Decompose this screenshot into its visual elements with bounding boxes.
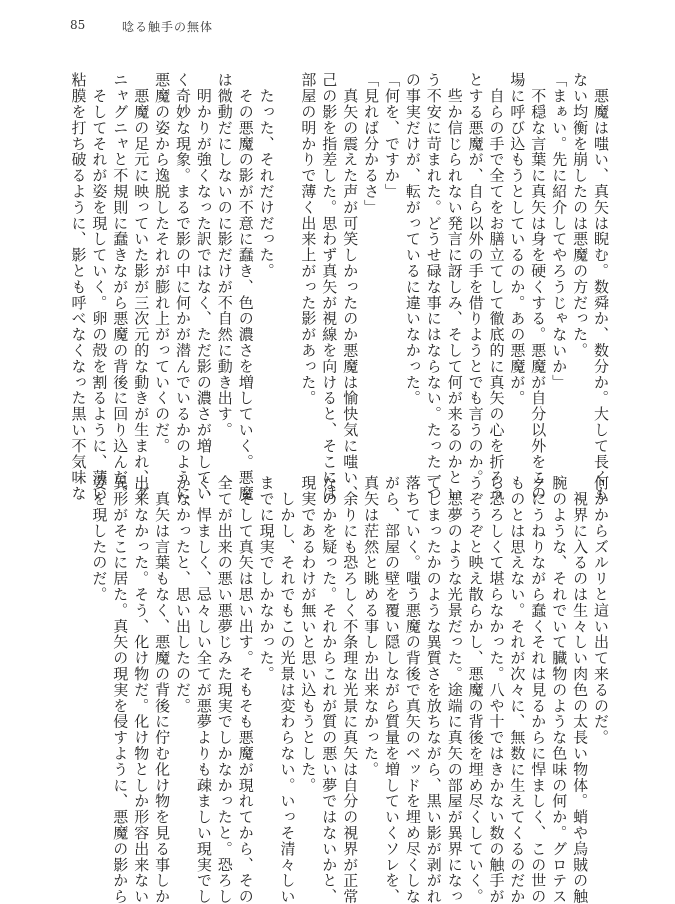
text-column: 真矢の震えた声が可笑しかったのか悪魔は愉快気に嗤い、: [341, 72, 360, 502]
text-column: 異形がそこに居た。真矢の現実を侵すように、悪魔の影から: [111, 475, 130, 904]
text-column: 部屋の明かりで薄く出来上がった影があった。: [299, 72, 318, 406]
text-column: 悪夢のような光景だった。途端に真矢の部屋が異界になっ: [445, 475, 464, 904]
text-column: ない均衡を崩したのは悪魔の方だった。: [571, 72, 590, 359]
text-column: しかし、それでもこの光景は変わらない。いっそ清々しい: [278, 475, 297, 904]
text-column: がら、部屋の壁を覆い隠しながら質量を増していくソレを、: [383, 475, 401, 904]
text-column: 場に呼び込もうとしているのか。あの悪魔が。: [508, 72, 527, 406]
text-column: 現実であるわけが無いと思い込もうとした。: [299, 475, 318, 793]
running-title: 唸る触手の無体: [122, 20, 214, 34]
text-column: う不安に苛まれた。どうせ碌な事にはならない。たった一つ: [424, 72, 443, 502]
text-column: そしてそれが姿を現していく。卵の殻を割るように、薄い: [90, 72, 109, 502]
upper-text-block: [0, 72, 675, 518]
text-column: 「何を、ですか」: [383, 72, 401, 200]
text-column: 不穏な言葉に真矢は身を硬くする。悪魔が自分以外をこの: [529, 72, 548, 502]
text-column: とする悪魔が、自ら以外の手を借りようとでも言うのか。: [466, 72, 485, 486]
text-column: 悪魔の足元に映っていた影が三次元的な動きが生まれ、グ: [132, 72, 151, 502]
text-column: なのかを疑った。それからこれが質の悪い夢ではないかと、: [320, 475, 339, 904]
text-column: く、悍ましく、忌々しい全てが悪夢よりも疎ましい現実でし: [194, 475, 213, 904]
text-column: 姿を現したのだ。: [90, 475, 109, 603]
text-column: そして真矢は思い出す。そもそも悪魔が現れてから、その: [236, 475, 255, 904]
text-column: たった、それだけだった。: [257, 72, 276, 279]
text-column: 腕のような、それでいて臓物のような色味の何か。グロテス: [550, 475, 569, 904]
text-column: 真矢は言葉もなく、悪魔の背後に佇む化け物を見る事しか: [153, 475, 172, 904]
text-column: 余りにも恐ろしく不条理な光景に真矢は自分の視界が正常: [341, 475, 360, 904]
lower-text-block: [0, 475, 675, 904]
page-header: [0, 18, 675, 40]
text-column: 出来なかった。そう、化け物だ。化け物としか形容出来ない: [132, 475, 151, 904]
text-column: 些か信じられない発言に訝しみ、そして何が来るのかとい: [445, 72, 464, 502]
text-column: は微動だにしないのに影だけが不自然に動き出す。: [215, 72, 234, 438]
text-column: てしまったかのような異質さを放ちながら、黒い影が剥がれ: [424, 475, 443, 904]
text-column: 真矢は茫然と眺める事しか出来なかった。: [362, 475, 381, 778]
text-column: ニャグニャと不規則に蠢きながら悪魔の背後に回り込んだ。: [111, 72, 130, 502]
text-column: 「まぁい。先に紹介してやろうじゃないか」: [550, 72, 569, 390]
text-column: クにうねりながら蠢くそれは見るからに悍ましく、この世の: [529, 475, 548, 904]
text-column: かなかったと、思い出したのだ。: [174, 475, 192, 714]
text-column: く奇妙な現象。まるで影の中に何かが潜んでいるかのように、: [174, 72, 192, 518]
text-column: 全てが出来の悪い悪夢じみた現実でしかなかったと。恐ろし: [215, 475, 234, 904]
text-column: 視界に入るのは生々しい肉色の太長い物体。蛸や烏賊の触: [571, 475, 590, 904]
text-column: ら恐ろしくて堪らなかった。八や十ではきかない数の触手が: [487, 475, 506, 904]
text-column: うぞうぞと映え散らかし、悪魔の背後を埋め尽くしていく。: [466, 475, 485, 904]
text-column: 明かりが強くなった訳ではなく、ただ影の濃さが増してい: [194, 72, 213, 502]
text-column: ものとは思えない。それが次々に、無数に生えてくるのだか: [508, 475, 527, 904]
text-column: 悪魔の姿から逸脱したそれが膨れ上がっていくのだ。: [153, 72, 172, 454]
text-column: 落ちていく。嗤う悪魔の背後で真矢のベッドを埋め尽くしな: [403, 475, 422, 904]
text-column: 悪魔は嗤い、真矢は睨む。数舜か、数分か。大して長くも: [592, 72, 610, 502]
text-column: 自らの手で全てをお膳立てして徹底的に真矢の心を折ろう: [487, 72, 506, 502]
text-column: 粘膜を打ち破るように、影とも呼べなくなった黒い不気味な: [69, 72, 88, 502]
text-column: までに現実でしかなかった。: [257, 475, 276, 682]
text-column: の事実だけが、転がっているに違いなかった。: [403, 72, 422, 406]
text-column: 己の影を指差した。思わず真矢が視線を向けると、そこには: [320, 72, 339, 502]
text-column: 「見れば分かるさ」: [362, 72, 381, 216]
page-number: 85: [70, 18, 86, 32]
text-column: 何かからズルリと這い出て来るのだ。: [592, 475, 610, 746]
text-column: その悪魔の影が不意に蠢き、色の濃さを増していく。悪魔: [236, 72, 255, 502]
